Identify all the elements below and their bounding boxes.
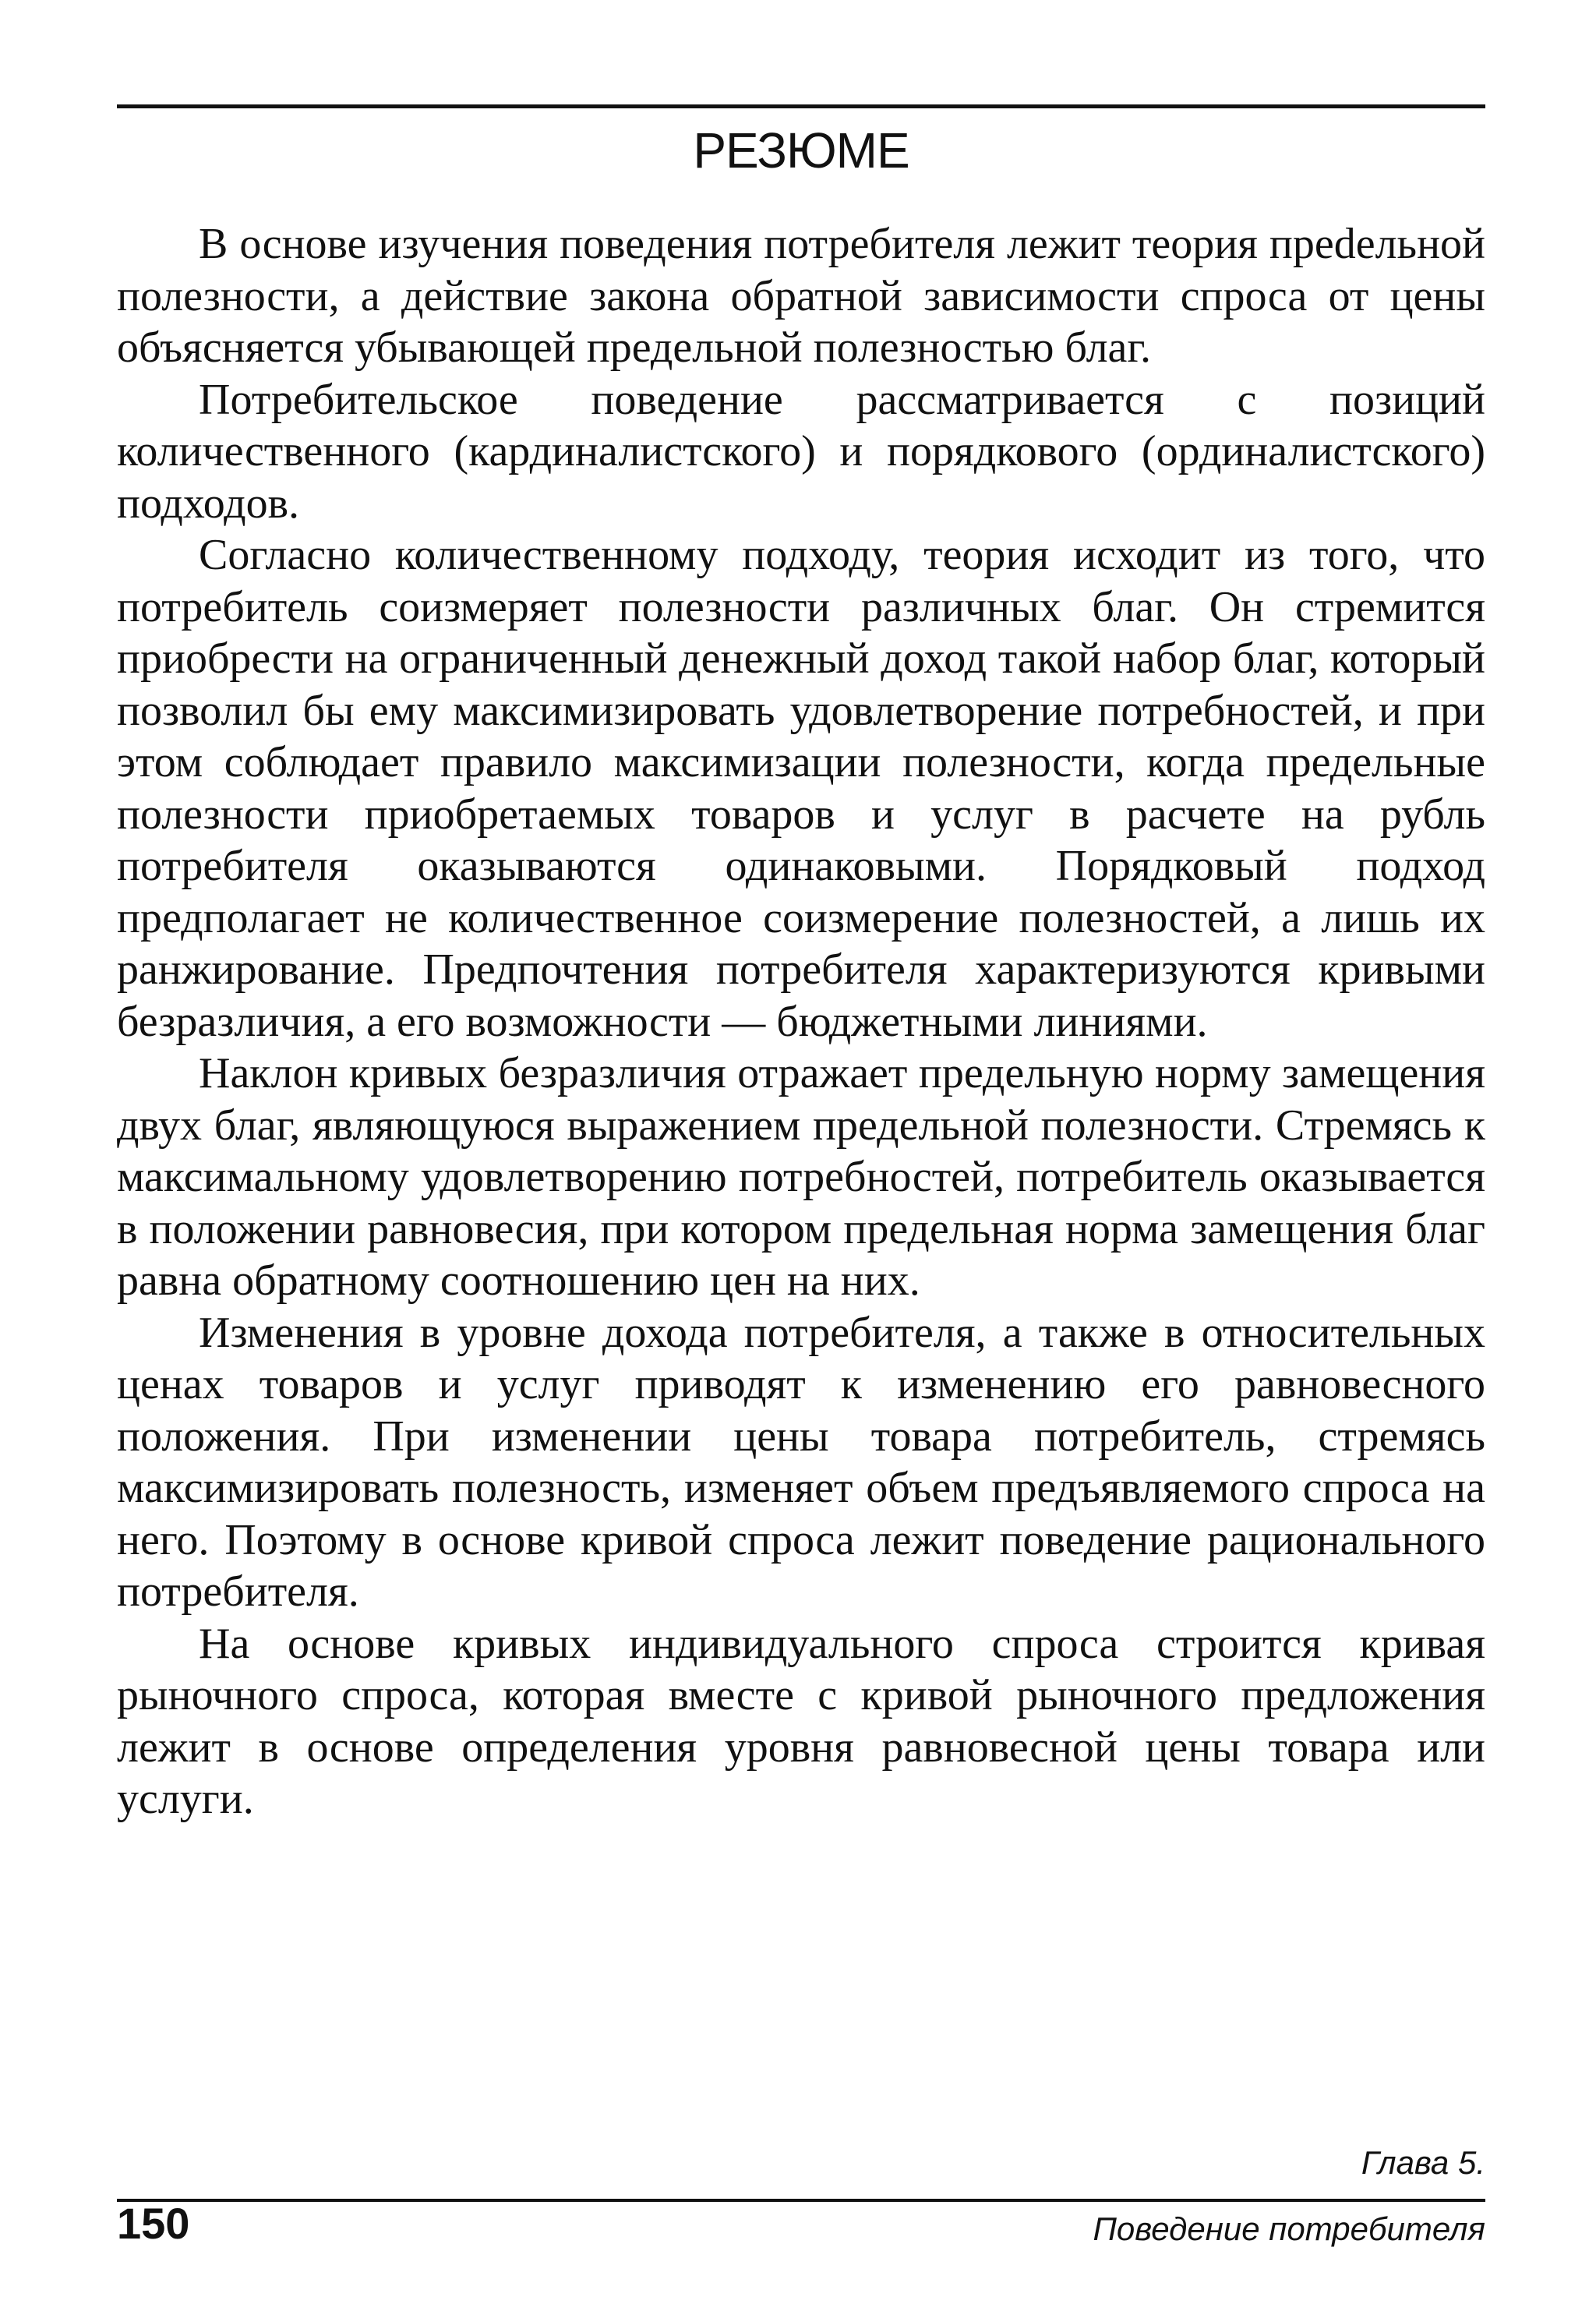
paragraph: Потребительское поведение рассматривается с позиций количественного (кардиналистского) и порядкового (ординалистского) подходов. xyxy=(117,375,1485,528)
page-number: 150 xyxy=(117,2199,190,2248)
section-title: РЕЗЮМЕ xyxy=(693,122,909,178)
chapter-title: Поведение потребителя xyxy=(1093,2210,1485,2247)
paragraph: Согласно количественному подходу, теория исходит из того, что потребитель соизмеряет полезности различных благ. Он стремится приобрести на ограниченный денежный доход такой набор благ, который позволил бы ему максимизировать удовлетворение потребностей, и при этом соблюдает правило максимизации полезности, когда предельные полезности приобретаемых товаров и услуг в расчете на рубль потребителя оказываются одинаковыми. Порядковый подход предполагает не количественное соизмерение полезностей, а лишь их ранжирование. Предпочтения потребителя характеризуются кривыми безразличия, а его возможности — бюджетными линиями. xyxy=(117,531,1485,1046)
chapter-label: Глава 5. xyxy=(1361,2144,1485,2181)
paragraph: Наклон кривых безразличия отражает предельную норму замещения двух благ, являющуюся выражением предельной полезности. Стремясь к максимальному удовлетворению потребностей, потребитель оказывается в положении равновесия, при котором предельная норма замещения благ равна обратному соотношению цен на них. xyxy=(117,1049,1485,1305)
paragraph: В основе изучения поведения потребителя лежит теория преdельной полезности, а действие закона обратной зависимости спроса от цены объясняется убывающей предельной полезностью благ. xyxy=(117,220,1485,372)
footer-rule xyxy=(117,2199,1485,2202)
paragraph: На основе кривых индивидуального спроса строится кривая рыночного спроса, которая вместе с кривой рыночного предложения лежит в основе определения уровня равновесной цены товара или услуги. xyxy=(117,1619,1485,1823)
paragraph: Изменения в уровне дохода потребителя, а также в относительных ценах товаров и услуг приводят к изменению его равновесного положения. При изменении цены товара потребитель, стремясь максимизировать полезность, изменяет объем предъявляемого спроса на него. Поэтому в основе кривой спроса лежит поведение рационального потребителя. xyxy=(117,1308,1485,1616)
body-text xyxy=(117,218,1485,1825)
top-rule xyxy=(117,104,1485,108)
